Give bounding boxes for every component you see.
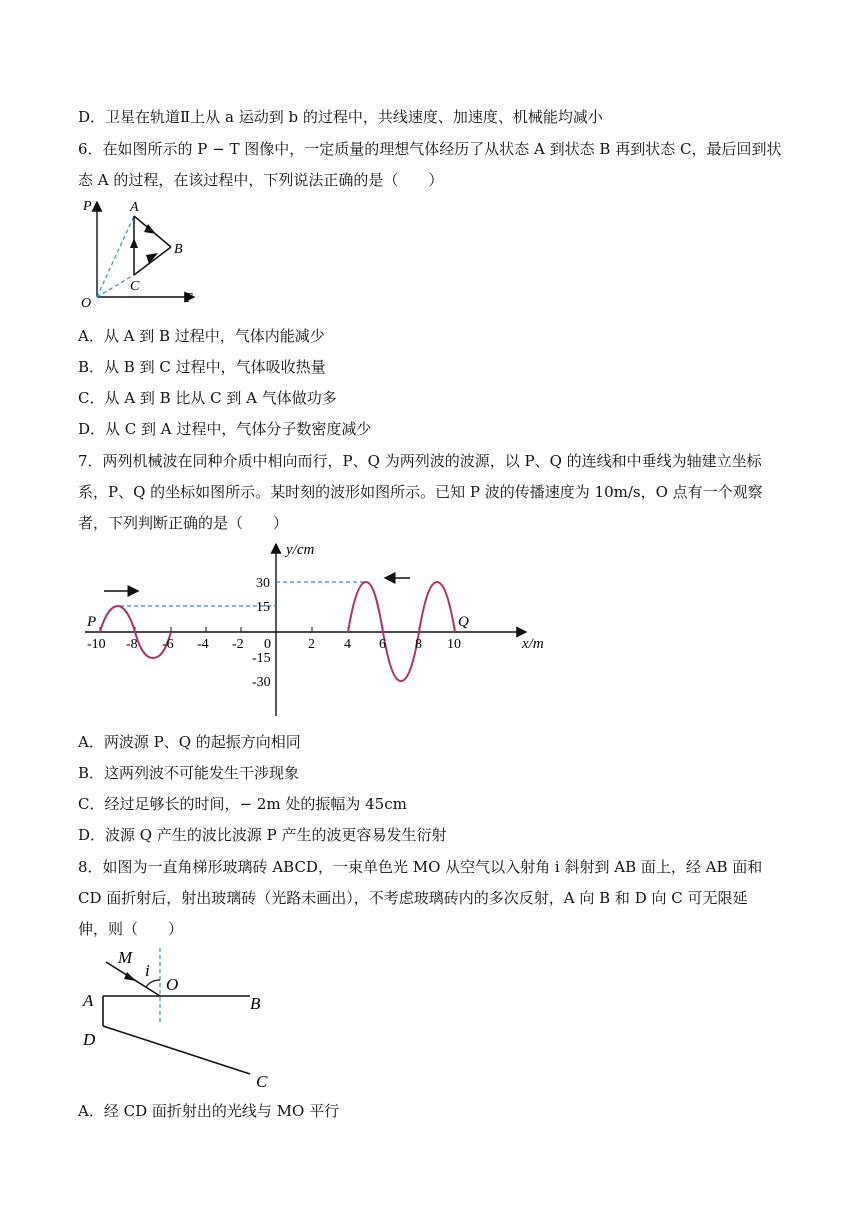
q7-stem-line-3: 者，下列判断正确的是（ ） (78, 514, 289, 532)
x-tick-minus-4: -4 (197, 637, 209, 652)
o-label: O (81, 296, 92, 311)
q6-option-c: C．从 A 到 B 比从 C 到 A 气体做功多 (78, 389, 337, 407)
x-tick-2: 2 (308, 637, 315, 652)
y-axis-label: y/cm (286, 542, 315, 558)
a-label: A (83, 991, 94, 1010)
q7-option-d: D．波源 Q 产生的波比波源 P 产生的波更容易发生衍射 (78, 826, 447, 844)
arrow-ca (130, 238, 138, 248)
x-tick-0: 0 (264, 637, 271, 652)
y-tick-15: 15 (256, 600, 270, 615)
q7-option-c: C．经过足够长的时间，− 2m 处的振幅为 45cm (78, 795, 407, 813)
b-label: B (250, 994, 261, 1013)
p-label: P (83, 199, 92, 214)
x-tick-minus-6: -6 (162, 637, 174, 652)
q7-option-b: B．这两列波不可能发生干涉现象 (78, 764, 300, 782)
source-q-label: Q (458, 614, 469, 630)
q6-option-d: D．从 C 到 A 过程中，气体分子数密度减少 (78, 420, 372, 438)
q7-option-a: A．两波源 P、Q 的起振方向相同 (78, 733, 301, 751)
q8-stem-line-3: 伸，则（ ） (78, 920, 184, 938)
q8-option-a: A．经 CD 面折射出的光线与 MO 平行 (78, 1102, 340, 1120)
x-axis-label: x/m (522, 636, 544, 652)
i-label: i (145, 961, 150, 980)
q5-option-d: D．卫星在轨道Ⅱ上从 a 运动到 b 的过程中，共线速度、加速度、机械能均减小 (78, 108, 603, 126)
angle-arc (146, 980, 160, 987)
y-tick-minus-15: -15 (252, 651, 271, 666)
pt-diagram (76, 196, 206, 311)
incident-arrowhead (124, 972, 136, 981)
dashed-oc (97, 275, 134, 297)
wave-diagram (80, 536, 560, 720)
glass-brick-diagram (78, 944, 288, 1094)
m-label: M (118, 948, 133, 967)
q6-option-b: B．从 B 到 C 过程中，气体吸收热量 (78, 358, 326, 376)
x-tick-6: 6 (379, 637, 386, 652)
q8-stem-line-2: CD 面折射后，射出玻璃砖（光路未画出），不考虑玻璃砖内的多次反射，A 向 B 和 D 向 C 可无限延 (78, 889, 748, 907)
c-label: C (256, 1072, 268, 1091)
y-tick-minus-30: -30 (252, 675, 271, 690)
a-label: A (130, 200, 139, 215)
x-tick-8: 8 (415, 637, 422, 652)
t-label: T (184, 291, 192, 306)
b-label: B (174, 242, 183, 257)
q7-stem-line-1: 7．两列机械波在同种介质中相向而行，P、Q 为两列波的波源，以 P、Q 的连线和中垂线为轴建立坐标 (78, 452, 762, 470)
q8-stem-line-1: 8．如图为一直角梯形玻璃砖 ABCD，一束单色光 MO 从空气以入射角 i 斜射到 AB 面上，经 AB 面和 (78, 858, 763, 876)
q7-stem-line-2: 系，P、Q 的坐标如图所示。某时刻的波形如图所示。已知 P 波的传播速度为 10m/s，O 点有一个观察 (78, 483, 763, 501)
q6-stem-line-1: 6．在如图所示的 P − T 图像中，一定质量的理想气体经历了从状态 A 到状态 B 再到状态 C，最后回到状 (78, 140, 782, 158)
x-tick-10: 10 (447, 637, 461, 652)
o-label: O (166, 975, 179, 994)
d-label: D (83, 1030, 96, 1049)
q6-option-a: A．从 A 到 B 过程中，气体内能减少 (78, 327, 325, 345)
edge-dc (103, 1026, 250, 1074)
x-tick-minus-2: -2 (232, 637, 244, 652)
source-p-label: P (87, 614, 97, 630)
x-tick-4: 4 (344, 637, 351, 652)
y-tick-30: 30 (256, 576, 270, 591)
dashed-oa (97, 216, 134, 297)
x-tick-minus-8: -8 (126, 637, 138, 652)
c-label: C (130, 279, 140, 294)
q6-stem-line-2: 态 A 的过程，在该过程中，下列说法正确的是（ ） (78, 171, 444, 189)
x-tick-minus-10: -10 (87, 637, 106, 652)
